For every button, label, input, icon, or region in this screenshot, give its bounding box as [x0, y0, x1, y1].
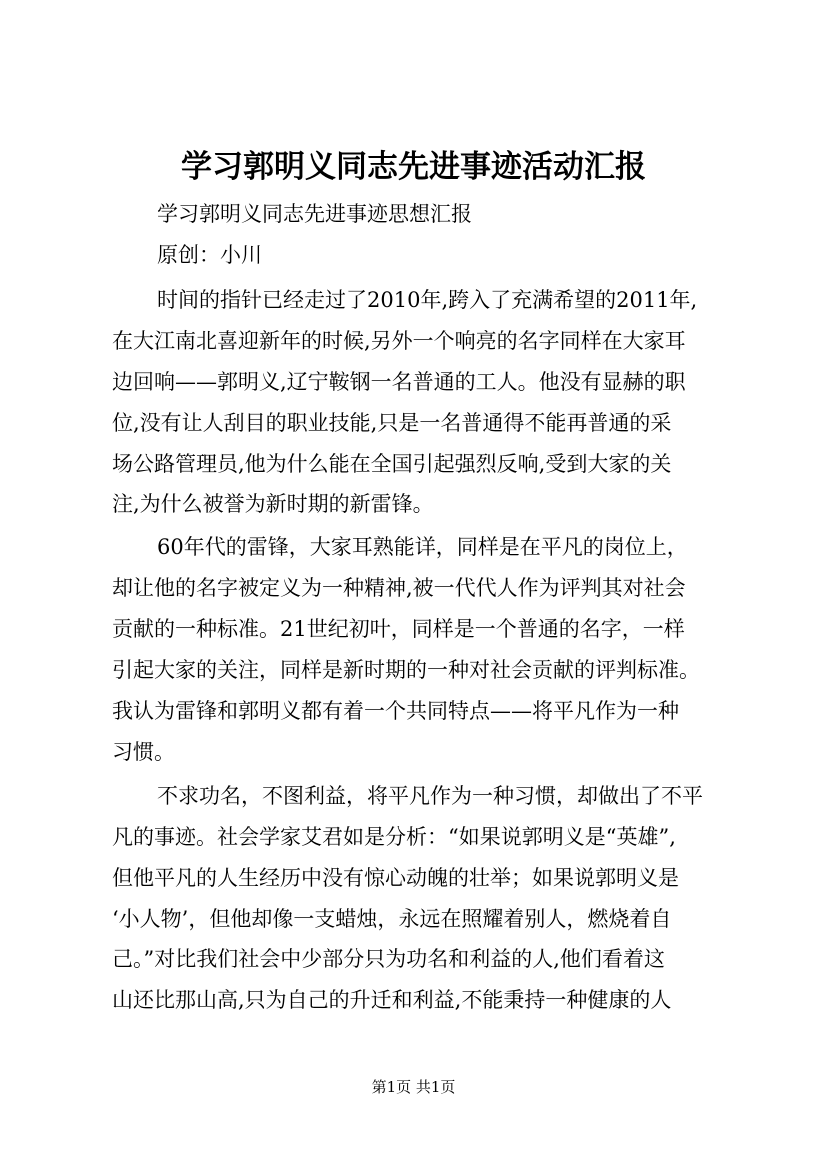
body-line: 引起大家的关注，同样是新时期的一种对社会贡献的评判标准。	[112, 658, 700, 682]
body-line: 60年代的雷锋，大家耳熟能详，同样是在平凡的岗位上，	[157, 535, 688, 559]
body-line: 山还比那山高,只为自己的升迁和利益,不能秉持一种健康的人	[112, 988, 672, 1012]
body-line: 注,为什么被誉为新时期的新雷锋。	[112, 492, 434, 516]
document-title: 学习郭明义同志先进事迹活动汇报	[181, 149, 646, 185]
body-line: 不求功名，不图利益，将平凡作为一种习惯，却做出了不平	[157, 784, 703, 808]
body-line: 但他平凡的人生经历中没有惊心动魄的壮举；如果说郭明义是	[112, 866, 679, 890]
body-line: 在大江南北喜迎新年的时候,另外一个响亮的名字同样在大家耳	[112, 329, 686, 353]
page-footer: 第1页 共1页	[371, 1078, 456, 1096]
body-line: 却让他的名字被定义为一种精神,被一代代人作为评判其对社会	[112, 576, 686, 600]
body-line: 时间的指针已经走过了2010年,跨入了充满希望的2011年,	[157, 288, 698, 312]
subtitle-line: 学习郭明义同志先进事迹思想汇报	[157, 202, 472, 226]
body-line: 凡的事迹。社会学家艾君如是分析：“如果说郭明义是“英雄”,	[112, 825, 676, 849]
body-line: 习惯。	[112, 740, 175, 764]
body-line: 贡献的一种标准。21世纪初叶，同样是一个普通的名字，一样	[112, 617, 685, 641]
body-line: 己。”对比我们社会中少部分只为功名和利益的人,他们看着这	[112, 947, 665, 971]
body-line: ‘小人物’，但他却像一支蜡烛，永远在照耀着别人，燃烧着自	[112, 907, 672, 931]
body-line: 位,没有让人刮目的职业技能,只是一名普通得不能再普通的采	[112, 411, 672, 435]
body-line: 边回响——郭明义,辽宁鞍钢一名普通的工人。他没有显赫的职	[112, 370, 686, 394]
body-line: 我认为雷锋和郭明义都有着一个共同特点——将平凡作为一种	[112, 699, 679, 723]
author-line: 原创：小川	[157, 243, 262, 267]
body-line: 场公路管理员,他为什么能在全国引起强烈反响,受到大家的关	[112, 452, 672, 476]
